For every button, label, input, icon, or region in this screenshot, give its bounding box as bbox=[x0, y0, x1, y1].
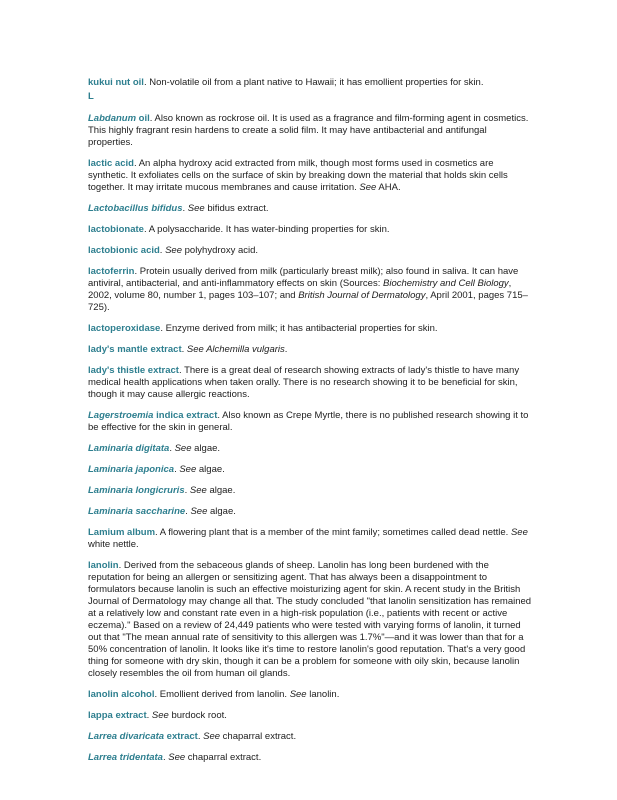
entry-term: extract bbox=[164, 731, 198, 742]
glossary-entry bbox=[88, 485, 533, 497]
glossary-list bbox=[88, 77, 533, 773]
entry-definition-text: See bbox=[168, 752, 186, 763]
entry-term: Lactobacillus bifidus bbox=[88, 203, 183, 214]
entry-term: lactoperoxidase bbox=[88, 323, 161, 334]
entry-term: lanolin alcohol bbox=[88, 689, 155, 700]
entry-definition-text: . bbox=[185, 506, 191, 517]
entry-term: Laminaria digitata bbox=[88, 443, 170, 454]
entry-term: Lamium album bbox=[88, 527, 156, 538]
entry-definition-text: See bbox=[203, 731, 221, 742]
entry-definition-text: See bbox=[510, 527, 528, 538]
entry-definition-text: . bbox=[181, 344, 187, 355]
glossary-entry bbox=[88, 113, 533, 149]
entry-definition-text: See bbox=[189, 485, 207, 496]
entry-term: Labdanum bbox=[88, 113, 137, 124]
entry-definition-text: . An alpha hydroxy acid extracted from milk, though most forms used in cosmetics are synthetic. It exfoliates cells on the surface of skin by breaking down the material that holds skin cells together. It may irritate mucous membranes and cause irritation. bbox=[88, 158, 508, 193]
entry-definition-text: See Alchemilla vulgaris bbox=[186, 344, 285, 355]
entry-term: Lagerstroemia bbox=[88, 410, 154, 421]
entry-term: Larrea tridentata bbox=[88, 752, 163, 763]
entry-term: indica extract bbox=[153, 410, 218, 421]
glossary-entry bbox=[88, 731, 533, 743]
entry-definition-text: . Emollient derived from lanolin. bbox=[154, 689, 290, 700]
glossary-entry bbox=[88, 245, 533, 257]
entry-definition-text: . Protein usually derived from milk (particularly breast milk); also found in saliva. It can have antiviral, antibacterial, and anti-inflammatory effects on skin (Sources: bbox=[88, 266, 519, 289]
entry-term: Larrea divaricata bbox=[88, 731, 165, 742]
entry-definition-text: lanolin. bbox=[306, 689, 340, 700]
entry-definition-text: . There is a great deal of research showing extracts of lady's thistle to have many medical health applications when taken orally. There is no research showing it to be beneficial for skin, though it may cause allergic reactions. bbox=[88, 365, 520, 400]
entry-definition-text: See bbox=[359, 182, 377, 193]
entry-term: lappa extract bbox=[88, 710, 147, 721]
glossary-entry bbox=[88, 344, 533, 356]
entry-definition-text: See bbox=[289, 689, 307, 700]
entry-definition-text: See bbox=[165, 245, 182, 256]
entry-definition-text: AHA. bbox=[376, 182, 401, 193]
entry-definition-text: See bbox=[179, 464, 197, 475]
glossary-entry bbox=[88, 323, 533, 335]
entry-definition-text: See bbox=[187, 203, 205, 214]
entry-definition-text: . Derived from the sebaceous glands of sheep. Lanolin has long been burdened with the reputation for being an allergen or sensitizing agent. That has always been a disappointment to formulators because lanolin is such an effective moisturizing agent for skin. A recent study in the British Journal of Dermatology may change all that. The study concluded "that lanolin sensitization has remained at a relatively low and constant rate even in a high-risk population (i.e., patients with recent or active eczema)." Based on a review of 24,449 patients who were tested with varying forms of lanolin, it turned out that "The mean annual rate of sensitivity to this allergen was 1.7%"—and it was lower than that for a 50% concentration of lanolin. It looks like it's time to restore lanolin's good reputation. That's a very good thing for someone with dry skin, though it can be a problem for someone with oily skin, because lanolin closely resembles the oil from human oil glands. bbox=[88, 560, 532, 679]
entry-definition-text: . Also known as rockrose oil. It is used as a fragrance and film-forming agent in cosmetics. This highly fragrant resin hardens to create a solid film. It may have antibacterial and antifungal properties. bbox=[88, 113, 529, 148]
glossary-entry bbox=[88, 710, 533, 722]
entry-definition-text: Biochemistry and Cell Biology bbox=[383, 278, 509, 289]
entry-definition-text: . bbox=[182, 203, 188, 214]
glossary-entry bbox=[88, 77, 533, 89]
entry-definition-text: . bbox=[174, 464, 180, 475]
entry-term: lactobionate bbox=[88, 224, 144, 235]
entry-definition-text: British Journal of Dermatology bbox=[298, 290, 426, 301]
glossary-entry bbox=[88, 464, 533, 476]
entry-term: Laminaria saccharine bbox=[88, 506, 186, 517]
entry-definition-text: chaparral extract. bbox=[220, 731, 297, 742]
entry-definition-text: See bbox=[151, 710, 169, 721]
entry-definition-text: burdock root. bbox=[168, 710, 227, 721]
entry-definition-text: algae. bbox=[191, 443, 221, 454]
entry-definition-text: . bbox=[159, 245, 166, 256]
glossary-entry bbox=[88, 158, 533, 194]
entry-definition-text: polyhydroxy acid. bbox=[181, 245, 259, 256]
entry-definition-text: See bbox=[190, 506, 208, 517]
entry-definition-text: . Enzyme derived from milk; it has antibacterial properties for skin. bbox=[160, 323, 438, 334]
entry-definition-text: . A flowering plant that is a member of the mint family; sometimes called dead nettle. bbox=[155, 527, 511, 538]
entry-definition-text: . bbox=[146, 710, 152, 721]
entry-definition-text: . bbox=[284, 344, 288, 355]
entry-term: lady's mantle extract bbox=[88, 344, 182, 355]
glossary-entry bbox=[88, 443, 533, 455]
glossary-entry bbox=[88, 689, 533, 701]
entry-definition-text: . Non-volatile oil from a plant native to Hawaii; it has emollient properties for skin. bbox=[143, 77, 484, 88]
entry-term: lactic acid bbox=[88, 158, 134, 169]
entry-term: lactobionic acid bbox=[88, 245, 160, 256]
letter-heading: L bbox=[88, 91, 94, 102]
entry-definition-text: algae. bbox=[206, 485, 236, 496]
entry-definition-text: , 2002, volume 80, number 1, pages 103–107; and bbox=[88, 278, 512, 301]
entry-term: lanolin bbox=[88, 560, 119, 571]
entry-definition-text: . Also known as Crepe Myrtle, there is no published research showing it to be effective for the skin in general. bbox=[88, 410, 529, 433]
entry-definition-text: algae. bbox=[196, 464, 225, 475]
entry-definition-text: white nettle. bbox=[88, 539, 139, 550]
glossary-entry bbox=[88, 224, 533, 236]
entry-definition-text: chaparral extract. bbox=[185, 752, 262, 763]
entry-definition-text: . bbox=[184, 485, 190, 496]
entry-definition-text: . bbox=[162, 752, 169, 763]
entry-term: lactoferrin bbox=[88, 266, 135, 277]
entry-definition-text: , April 2001, pages 715–725). bbox=[88, 290, 528, 313]
glossary-entry bbox=[88, 560, 533, 680]
entry-term: kukui nut oil bbox=[88, 77, 144, 88]
entry-definition-text: See bbox=[174, 443, 192, 454]
entry-definition-text: algae. bbox=[207, 506, 236, 517]
glossary-entry bbox=[88, 266, 533, 314]
entry-definition-text: . bbox=[169, 443, 175, 454]
entry-term: oil bbox=[136, 113, 150, 124]
glossary-entry bbox=[88, 365, 533, 401]
glossary-entry bbox=[88, 203, 533, 215]
glossary-entry bbox=[88, 752, 533, 764]
entry-definition-text: . A polysaccharide. It has water-binding properties for skin. bbox=[143, 224, 390, 235]
glossary-entry bbox=[88, 410, 533, 434]
entry-definition-text: . bbox=[197, 731, 204, 742]
entry-term: Laminaria japonica bbox=[88, 464, 175, 475]
glossary-entry bbox=[88, 527, 533, 551]
entry-term: Laminaria longicruris bbox=[88, 485, 185, 496]
entry-definition-text: bifidus extract. bbox=[204, 203, 269, 214]
entry-term: lady's thistle extract bbox=[88, 365, 179, 376]
glossary-entry bbox=[88, 506, 533, 518]
